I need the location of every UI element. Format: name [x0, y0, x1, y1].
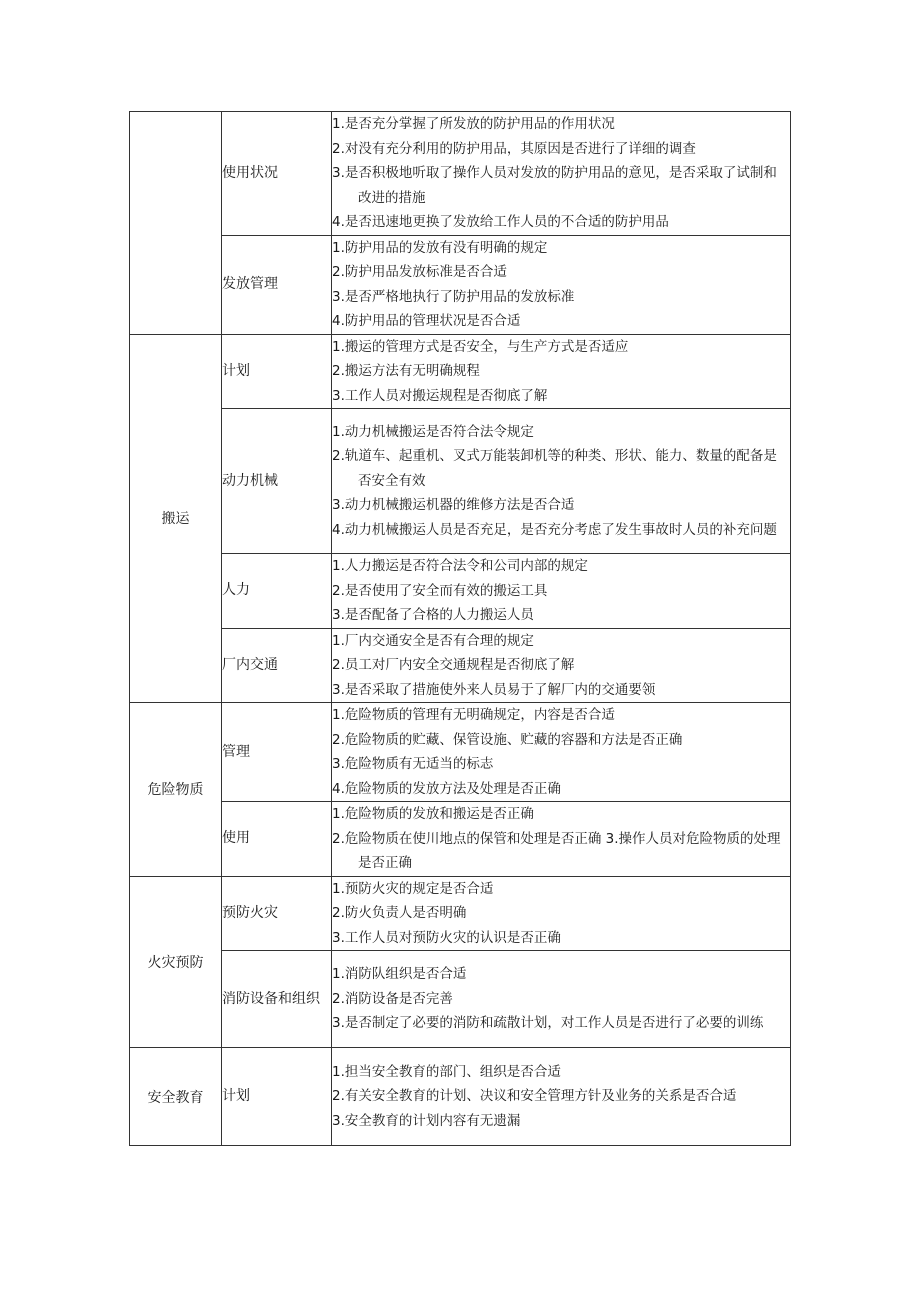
category-cell	[130, 112, 222, 335]
check-item: 1.是否充分掌握了所发放的防护用品的作用状况	[332, 116, 615, 132]
subcategory-cell: 预防火灾	[222, 876, 332, 951]
check-item: 2.有关安全教育的计划、决议和安全管理方针及业务的关系是否合适	[332, 1088, 737, 1105]
check-item: 4.危险物质的发放方法及处理是否正确	[332, 780, 561, 797]
check-items-cell	[332, 628, 791, 703]
check-item: 1.担当安全教育的部门、组织是否合适	[332, 1063, 561, 1080]
subcategory-cell: 人力	[222, 554, 332, 629]
checklist-row	[130, 235, 791, 334]
check-item-list	[332, 703, 790, 801]
check-items-cell	[332, 235, 791, 334]
check-item: 3.安全教育的计划内容有无遗漏	[332, 1112, 521, 1129]
checklist-row	[130, 876, 791, 951]
checklist-row	[130, 409, 791, 554]
check-item-list	[332, 554, 790, 628]
subcategory-cell: 使用	[222, 802, 332, 877]
check-item-list	[332, 236, 790, 334]
subcategory-cell: 计划	[222, 1048, 332, 1146]
category-cell: 安全教育	[130, 1048, 222, 1146]
category-cell: 危险物质	[130, 703, 222, 877]
check-item: 2.是否使用了安全而有效的搬运工具	[332, 582, 548, 599]
check-item-list	[332, 112, 790, 235]
check-item: 3.动力机械搬运机器的维修方法是否合适	[332, 497, 575, 514]
checklist-body	[130, 112, 791, 1146]
check-item: 4.动力机械搬运人员是否充足，是否充分考虑了发生事故时人员的补充问题	[332, 521, 777, 538]
check-item: 4.防护用品的管理状况是否合适	[332, 313, 521, 329]
check-item-list	[332, 802, 790, 876]
checklist-row	[130, 802, 791, 877]
check-item-list	[332, 629, 790, 703]
check-item: 1.危险物质的发放和搬运是否正确	[332, 806, 534, 822]
check-items-cell	[332, 334, 791, 409]
subcategory-cell: 动力机械	[222, 409, 332, 554]
check-item: 2.轨道车、起重机、叉式万能装卸机等的种类、形状、能力、数量的配备是否安全有效	[332, 448, 777, 489]
check-item: 1.预防火灾的规定是否合适	[332, 880, 494, 897]
check-item: 3.是否采取了措施使外来人员易于了解厂内的交通要领	[332, 681, 656, 698]
check-item-list	[332, 962, 790, 1036]
subcategory-cell: 使用状况	[222, 112, 332, 236]
check-item: 3.是否严格地执行了防护用品的发放标准	[332, 288, 575, 305]
check-item: 1.厂内交通安全是否有合理的规定	[332, 632, 534, 649]
check-item: 2.对没有充分利用的防护用品，其原因是否进行了详细的调查	[332, 140, 696, 157]
check-items-cell	[332, 876, 791, 951]
check-item: 4.是否迅速地更换了发放给工作人员的不合适的防护用品	[332, 214, 669, 230]
subcategory-cell: 发放管理	[222, 235, 332, 334]
check-item: 3.工作人员对搬运规程是否彻底了解	[332, 387, 548, 404]
checklist-row	[130, 1048, 791, 1146]
check-item: 2.员工对厂内安全交通规程是否彻底了解	[332, 657, 575, 673]
checklist-row	[130, 554, 791, 629]
subcategory-cell: 消防设备和组织	[222, 951, 332, 1048]
check-item: 2.防火负责人是否明确	[332, 905, 467, 921]
check-item: 1.防护用品的发放有没有明确的规定	[332, 239, 548, 256]
check-items-cell	[332, 112, 791, 236]
check-items-cell	[332, 409, 791, 554]
checklist-row	[130, 112, 791, 236]
check-items-cell	[332, 703, 791, 802]
check-item-list	[332, 335, 790, 409]
safety-checklist-table	[129, 111, 791, 1146]
subcategory-cell: 厂内交通	[222, 628, 332, 703]
check-item: 1.人力搬运是否符合法令和公司内部的规定	[332, 558, 588, 574]
check-item: 1.搬运的管理方式是否安全，与生产方式是否适应	[332, 338, 629, 355]
category-cell: 搬运	[130, 334, 222, 703]
check-item: 3.危险物质有无适当的标志	[332, 756, 494, 772]
check-items-cell	[332, 1048, 791, 1146]
check-item: 1.消防队组织是否合适	[332, 966, 467, 983]
check-items-cell	[332, 951, 791, 1048]
check-items-cell	[332, 802, 791, 877]
checklist-row	[130, 628, 791, 703]
subcategory-cell: 计划	[222, 334, 332, 409]
check-item: 2.消防设备是否完善	[332, 990, 453, 1007]
check-item: 2.危险物质在使川地点的保管和处理是否正确 3.操作人员对危险物质的处理是否正确	[332, 830, 781, 871]
check-item: 3.是否配备了合格的人力搬运人员	[332, 607, 534, 623]
check-item-list	[332, 877, 790, 951]
subcategory-cell: 管理	[222, 703, 332, 802]
check-item: 3.是否制定了必要的消防和疏散计划，对工作人员是否进行了必要的训练	[332, 1015, 764, 1032]
check-item: 2.防护用品发放标准是否合适	[332, 264, 507, 280]
checklist-row	[130, 951, 791, 1048]
checklist-row	[130, 334, 791, 409]
check-item: 2.搬运方法有无明确规程	[332, 363, 480, 379]
check-item: 2.危险物质的贮藏、保管设施、贮藏的容器和方法是否正确	[332, 731, 683, 748]
check-item: 1.动力机械搬运是否符合法令规定	[332, 423, 534, 440]
check-item: 1.危险物质的管理有无明确规定，内容是否合适	[332, 707, 615, 723]
check-item-list	[332, 1060, 790, 1134]
category-cell: 火灾预防	[130, 876, 222, 1048]
check-item: 3.工作人员对预防火灾的认识是否正确	[332, 929, 561, 946]
check-item-list	[332, 420, 790, 543]
checklist-row	[130, 703, 791, 802]
check-items-cell	[332, 554, 791, 629]
check-item: 3.是否积极地听取了操作人员对发放的防护用品的意见，是否采取了试制和改进的措施	[332, 165, 777, 206]
